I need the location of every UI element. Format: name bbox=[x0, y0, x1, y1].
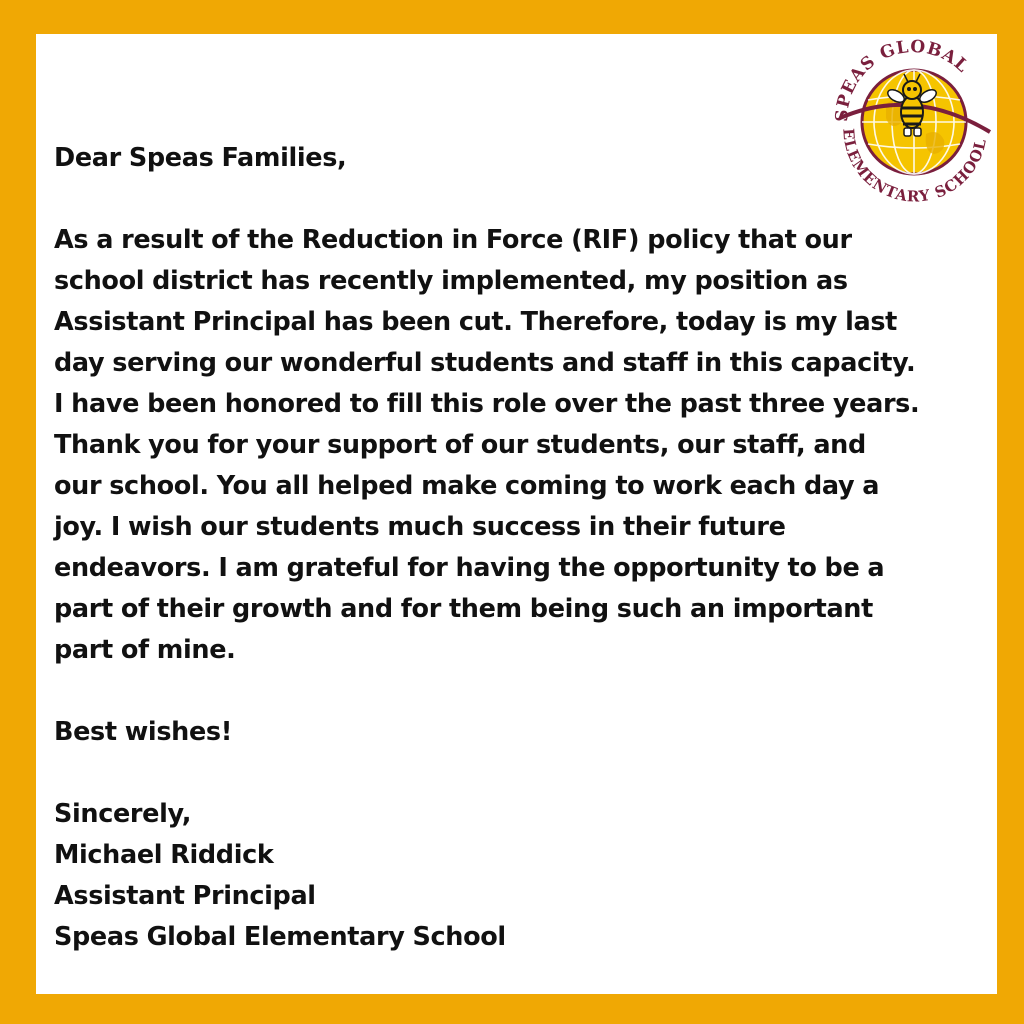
signer-school: Speas Global Elementary School bbox=[54, 922, 506, 952]
letter-body bbox=[54, 138, 989, 958]
letter-paragraph bbox=[54, 220, 989, 671]
logo-top-text: SPEAS GLOBAL bbox=[832, 36, 973, 123]
paragraph-line: Assistant Principal has been cut. Therefore, today is my last bbox=[54, 307, 898, 337]
logo-bottom-text: ELEMENTARY SCHOOL bbox=[839, 127, 990, 206]
paragraph-line: school district has recently implemented, my position as bbox=[54, 266, 848, 296]
paragraph-line: I have been honored to fill this role over the past three years. bbox=[54, 389, 920, 419]
signer-name: Michael Riddick bbox=[54, 840, 274, 870]
paragraph-line: As a result of the Reduction in Force (RIF) policy that our bbox=[54, 225, 852, 255]
signoff: Sincerely, bbox=[54, 799, 192, 829]
signer-title: Assistant Principal bbox=[54, 881, 316, 911]
paragraph-line: part of their growth and for them being such an important bbox=[54, 594, 873, 624]
paragraph-line: day serving our wonderful students and staff in this capacity. bbox=[54, 348, 916, 378]
closing-wish: Best wishes! bbox=[54, 717, 233, 747]
paragraph-line: our school. You all helped make coming to work each day a bbox=[54, 471, 880, 501]
paragraph-line: Thank you for your support of our students, our staff, and bbox=[54, 430, 866, 460]
paragraph-line: endeavors. I am grateful for having the opportunity to be a bbox=[54, 553, 885, 583]
paragraph-line: part of mine. bbox=[54, 635, 236, 665]
letter-card bbox=[36, 34, 997, 994]
greeting: Dear Speas Families, bbox=[54, 143, 347, 173]
paragraph-line: joy. I wish our students much success in their future bbox=[54, 512, 786, 542]
